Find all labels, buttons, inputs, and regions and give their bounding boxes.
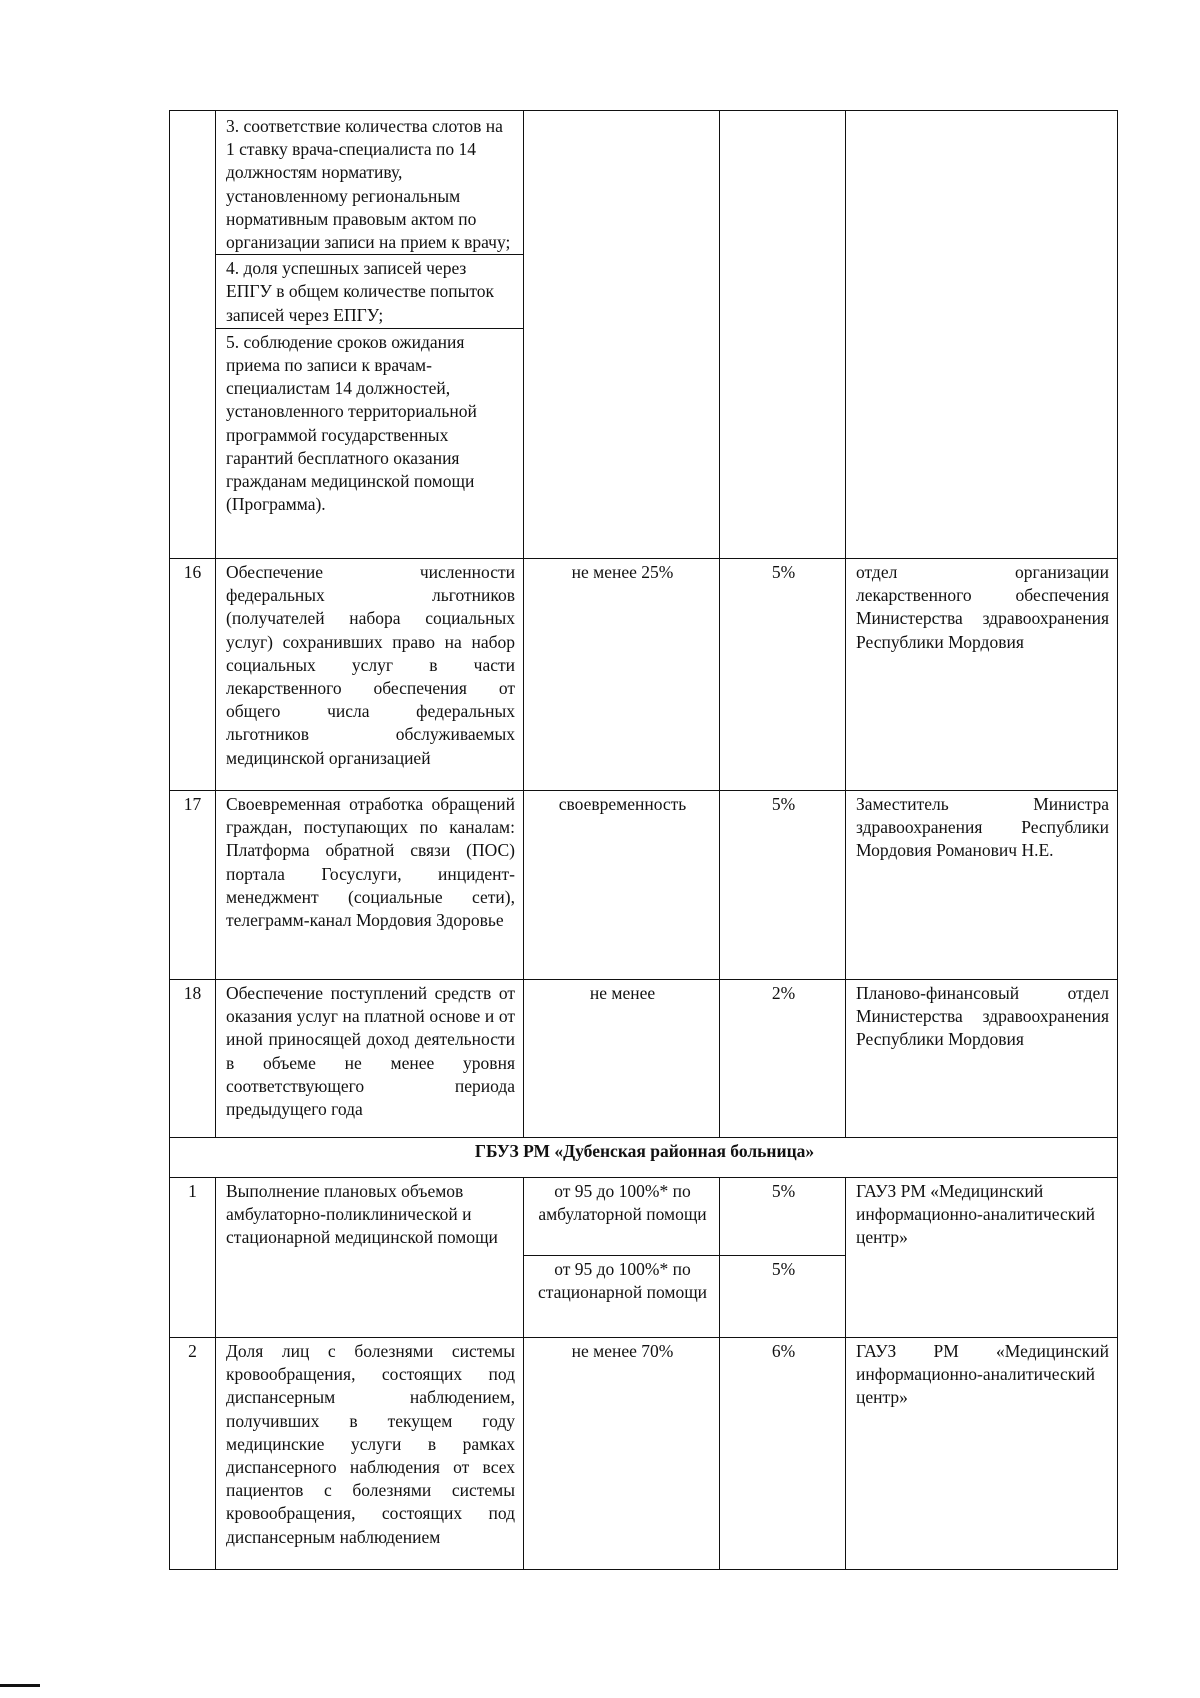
row-number-cell: 1	[170, 1178, 216, 1338]
row-number-cell: 2	[170, 1338, 216, 1570]
row-number-cell: 18	[170, 980, 216, 1138]
row-number-cell: 17	[170, 791, 216, 980]
weight-ambulatory: 5%	[771, 1181, 796, 1201]
criterion-cell: Обеспечение поступлений средств от оказания услуг на платной основе и от иной приносящей доход деятельности в объеме не менее уровня соответствующего периода предыдущего года	[216, 980, 524, 1138]
responsible-cell: ГАУЗ РМ «Медицинский информационно-аналитический центр»	[846, 1178, 1118, 1338]
row-number-cell	[170, 111, 216, 559]
value-ambulatory: от 95 до 100%* по амбулаторной помощи	[538, 1181, 707, 1225]
responsible-cell	[846, 111, 1118, 559]
subcriterion-item: 5. соблюдение сроков ожидания приема по записи к врачам-специалистам 14 должностей, установленного территориальной программой государственных гарантий бесплатного оказания гражданам медицинской помощи (Программа).	[216, 328, 523, 518]
value-cell: не менее 25%	[524, 559, 720, 791]
criterion-cell: Доля лиц с болезнями системы кровообращения, состоящих под диспансерным наблюдением, получивших в текущем году медицинские услуги в рамках диспансерного наблюдения от всех пациентов с болезнями системы кровообращения, состоящих под диспансерным наблюдением	[216, 1338, 524, 1570]
value-cell: своевременность	[524, 791, 720, 980]
responsible-cell: Заместитель Министра здравоохранения Республики Мордовия Романович Н.Е.	[846, 791, 1118, 980]
criterion-cell: Своевременная отработка обращений граждан, поступающих по каналам: Платформа обратной связи (ПОС) портала Госуслуги, инцидент-менеджмент (социальные сети), телеграмм-канал Мордовия Здоровье	[216, 791, 524, 980]
table-row	[170, 111, 1118, 559]
responsible-cell: Планово-финансовый отдел Министерства здравоохранения Республики Мордовия	[846, 980, 1118, 1138]
value-cell: не менее 70%	[524, 1338, 720, 1570]
criteria-table	[169, 110, 1118, 1570]
scan-edge-mark	[0, 1684, 40, 1687]
weight-cell	[720, 111, 846, 559]
section-title: ГБУЗ РМ «Дубенская районная больница»	[170, 1138, 1118, 1178]
subcriterion-item: 4. доля успешных записей через ЕПГУ в общем количестве попыток записей через ЕПГУ;	[216, 254, 523, 328]
weight-inpatient: 5%	[720, 1255, 845, 1282]
criterion-cell: Выполнение плановых объемов амбулаторно-поликлинической и стационарной медицинской помощи	[216, 1178, 524, 1338]
responsible-cell: ГАУЗ РМ «Медицинский информационно-аналитический центр»	[846, 1338, 1118, 1570]
weight-cell: 5%	[720, 791, 846, 980]
subcriterion-item: 3. соответствие количества слотов на 1 ставку врача-специалиста по 14 должностям нормативу, установленному региональным нормативным правовым актом по организации записи на прием к врачу;	[226, 116, 511, 253]
table-row	[170, 1338, 1118, 1570]
weight-cell: 5%	[720, 559, 846, 791]
section-row	[170, 1138, 1118, 1178]
weight-cell: 2%	[720, 980, 846, 1138]
value-cell: не менее	[524, 980, 720, 1138]
responsible-cell: отдел организации лекарственного обеспечения Министерства здравоохранения Республики Мордовия	[846, 559, 1118, 791]
table-row	[170, 791, 1118, 980]
value-cell	[524, 111, 720, 559]
table-row	[170, 980, 1118, 1138]
table-row	[170, 559, 1118, 791]
weight-cell	[720, 1178, 846, 1338]
row-number-cell: 16	[170, 559, 216, 791]
criterion-cell: Обеспечение численности федеральных льготников (получателей набора социальных услуг) сохранивших право на набор социальных услуг в части лекарственного обеспечения от общего числа федеральных льготников обслуживаемых медицинской организацией	[216, 559, 524, 791]
value-inpatient: от 95 до 100%* по стационарной помощи	[524, 1255, 719, 1305]
value-cell	[524, 1178, 720, 1338]
criterion-cell	[216, 111, 524, 559]
weight-cell: 6%	[720, 1338, 846, 1570]
table-row	[170, 1178, 1118, 1338]
